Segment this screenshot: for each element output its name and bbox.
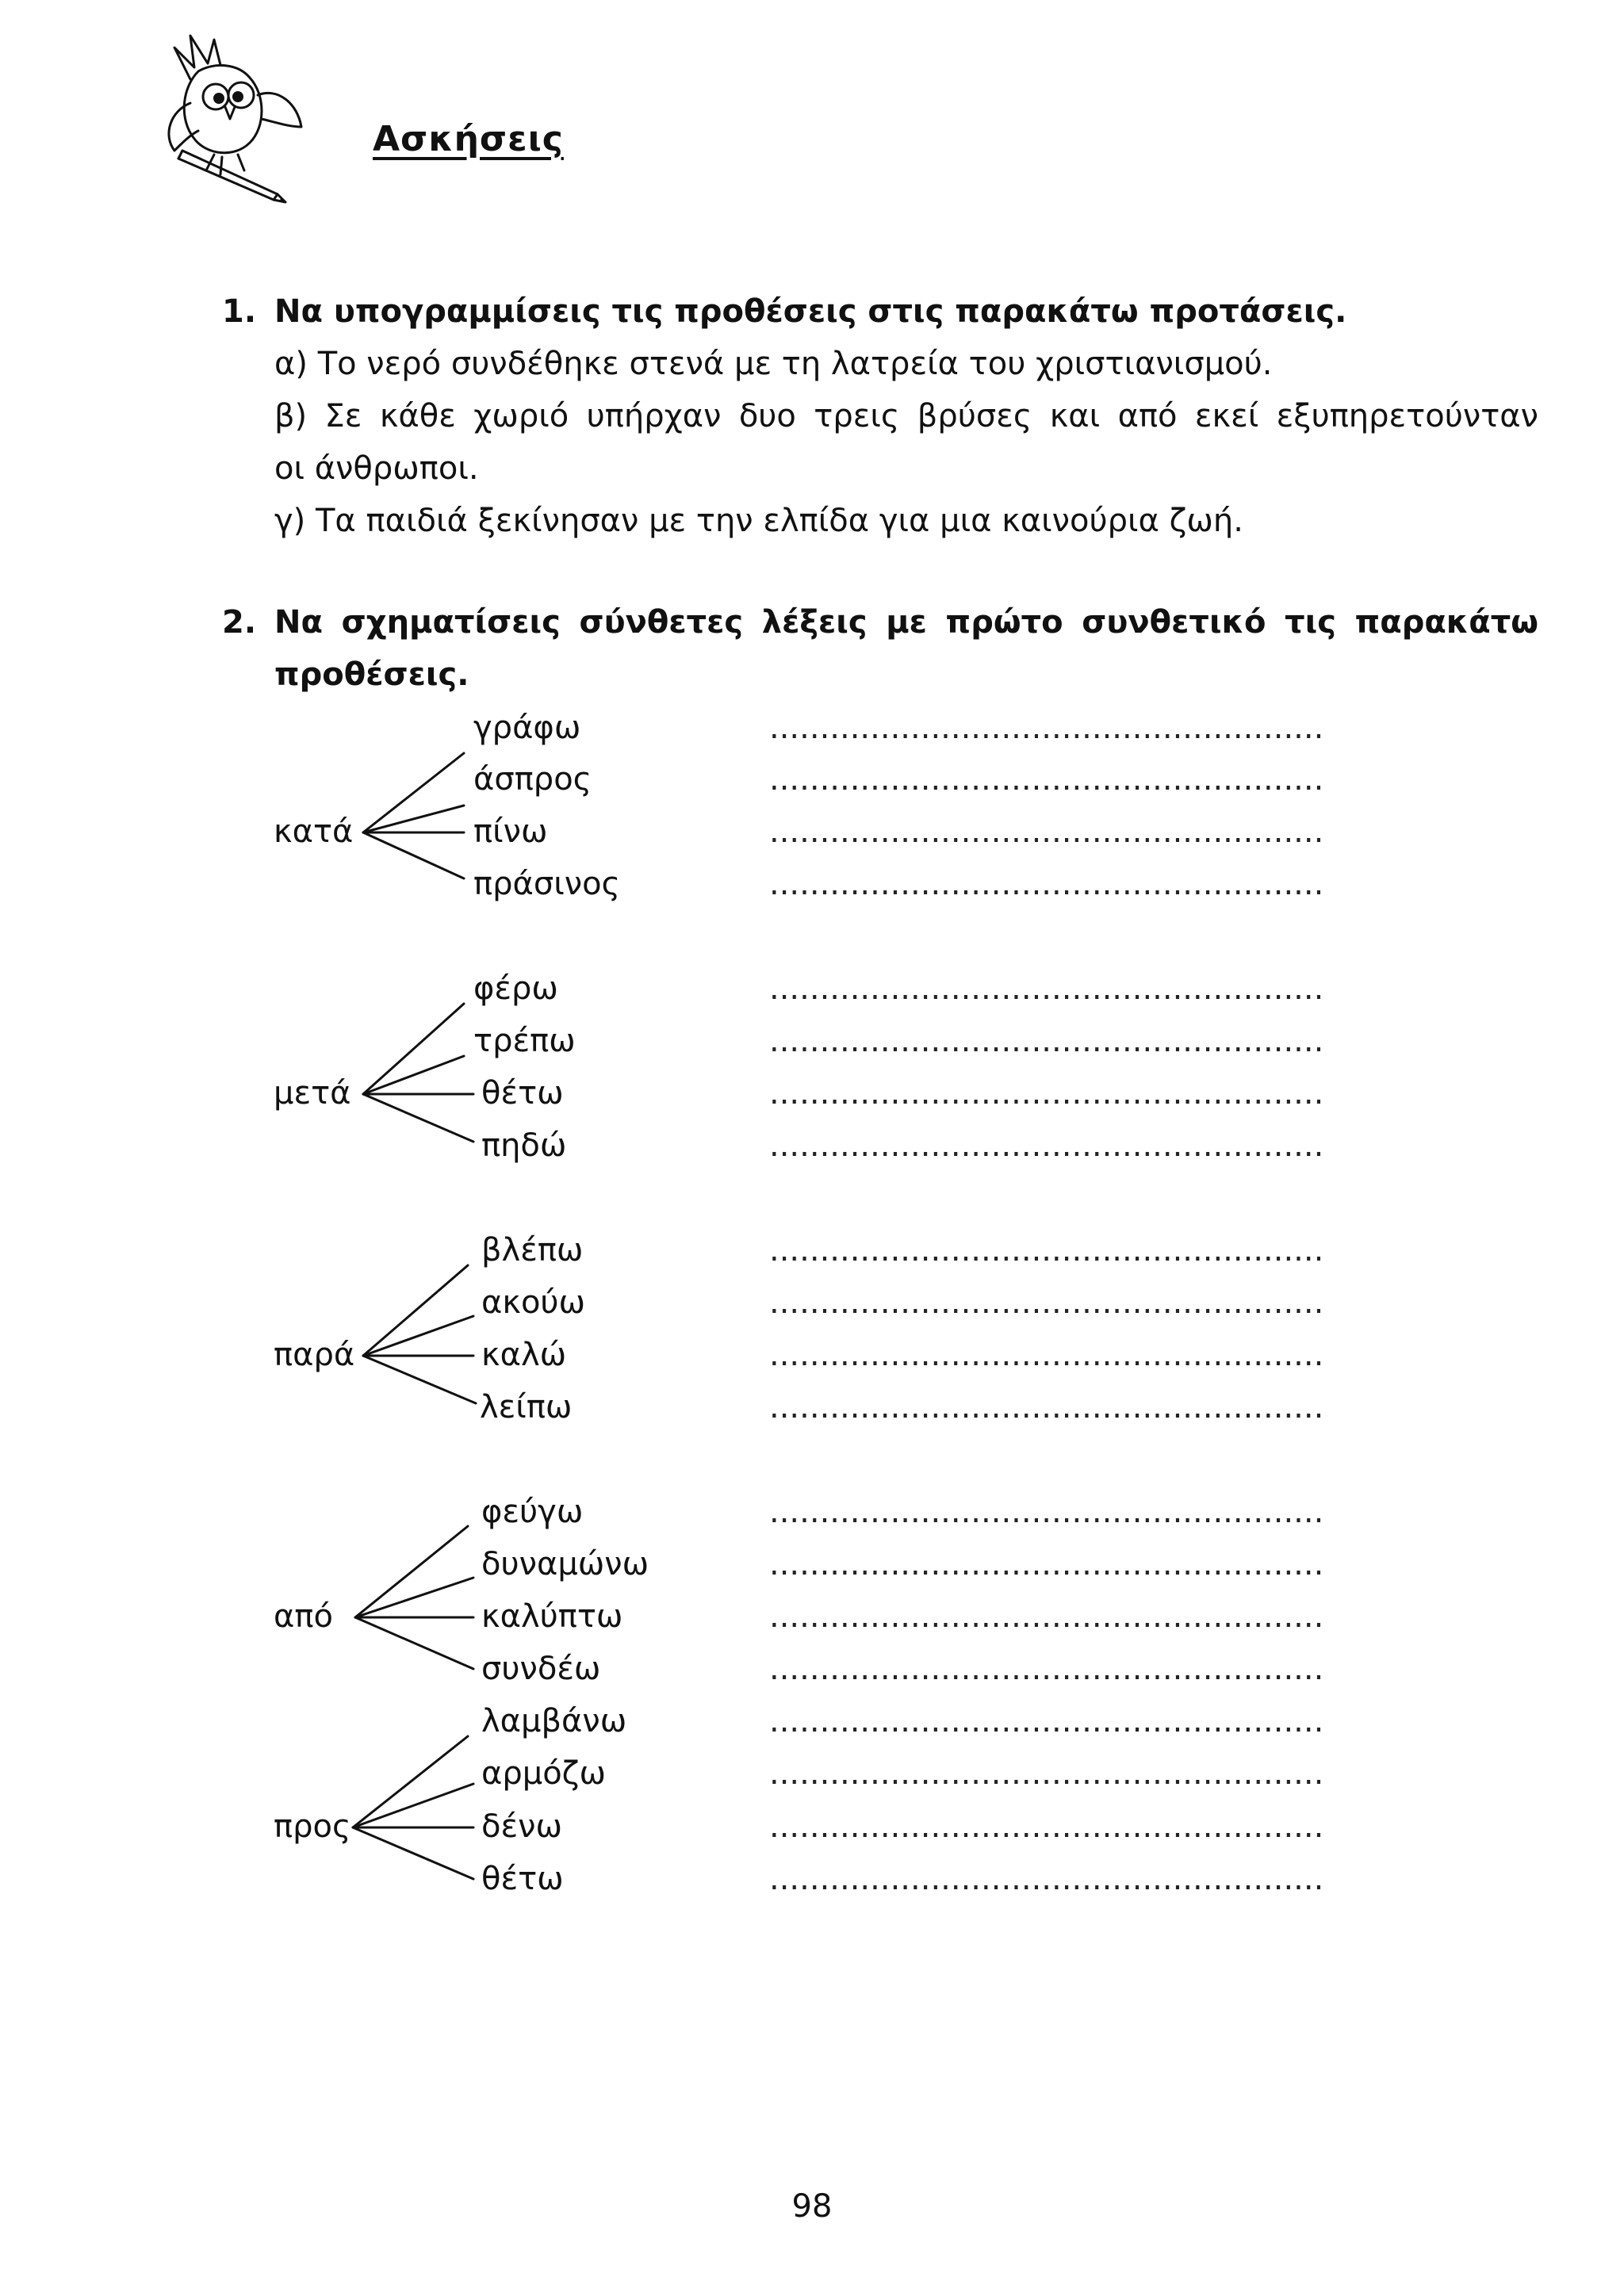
branch-line [355,1526,468,1617]
branch-line [355,1578,473,1617]
answer-blank[interactable]: ....................................................... [769,761,1324,798]
answer-blank[interactable]: ....................................................... [769,813,1324,850]
exercise-2-number: 2. [222,604,257,641]
word: τρέπω [473,1023,576,1059]
exercise-1-number: 1. [222,293,257,330]
word: λαμβάνω [481,1703,627,1739]
word: καλώ [481,1337,567,1373]
answer-blank[interactable]: ....................................................... [769,970,1324,1007]
answer-blank[interactable]: ....................................................... [769,1337,1324,1373]
answer-blank[interactable]: ....................................................... [769,1494,1324,1530]
sentence-c: γ) Τα παιδιά ξεκίνησαν με την ελπίδα για μια καινούρια ζωή. [274,503,1243,539]
word: θέτω [481,1861,564,1897]
answer-blank[interactable]: ....................................................... [769,1703,1324,1739]
answer-blank[interactable]: ....................................................... [769,866,1324,902]
preposition-pros: προς [274,1808,351,1845]
branch-line [363,1094,473,1142]
preposition-para: παρά [274,1337,355,1373]
word: θέτω [481,1075,564,1112]
branch-line [353,1736,468,1827]
branch-line [363,1056,464,1094]
word: αρμόζω [481,1755,606,1792]
word: ακούω [481,1284,586,1321]
branch-line [363,1265,468,1356]
word: άσπρος [473,761,592,798]
word: πίνω [473,813,548,850]
branch-line [355,1617,473,1669]
branch-line [353,1784,473,1827]
page-number: 98 [791,2188,833,2225]
page-title: Ασκήσεις [373,119,564,159]
answer-blank[interactable]: ....................................................... [769,1755,1324,1792]
answer-blank[interactable]: ....................................................... [769,1232,1324,1269]
answer-blank[interactable]: ....................................................... [769,1075,1324,1112]
answer-blank[interactable]: ....................................................... [769,1389,1324,1425]
word: πράσινος [473,866,621,902]
answer-blank[interactable]: ....................................................... [769,1127,1324,1164]
word: δένω [481,1808,562,1845]
preposition-kata: κατά [274,813,354,850]
answer-blank[interactable]: ....................................................... [769,710,1324,746]
word: λείπω [480,1389,573,1425]
answer-blank[interactable]: ....................................................... [769,1598,1324,1635]
word: συνδέω [481,1651,601,1687]
sentence-b: β) Σε κάθε χωριό υπήρχαν δυο τρεις βρύσες και από εκεί εξυπηρετούνταν [274,398,1538,434]
exercise-2-instruction-line2: προθέσεις. [274,656,469,693]
branch-line [363,753,464,832]
branch-line [363,1356,476,1403]
answer-blank[interactable]: ....................................................... [769,1651,1324,1687]
answer-blank[interactable]: ....................................................... [769,1023,1324,1059]
preposition-meta: μετά [274,1075,351,1112]
preposition-apo: από [274,1598,333,1635]
word: δυναμώνω [481,1546,649,1582]
word: πηδώ [481,1127,567,1164]
exercise-2-instruction-line1: Να σχηματίσεις σύνθετες λέξεις με πρώτο συνθετικό τις παρακάτω [274,604,1538,641]
branch-line [363,1316,473,1356]
branch-line [363,1004,464,1094]
sentence-b-continuation: οι άνθρωποι. [274,450,479,487]
branch-line [363,806,464,832]
sentence-a: α) Το νερό συνδέθηκε στενά με τη λατρεία του χριστιανισμού. [274,346,1273,382]
exercise-1-instruction: Να υπογραμμίσεις τις προθέσεις στις παρακάτω προτάσεις. [274,293,1347,330]
word: φεύγω [481,1494,584,1530]
word: φέρω [473,970,558,1007]
answer-blank[interactable]: ....................................................... [769,1861,1324,1897]
answer-blank[interactable]: ....................................................... [769,1284,1324,1321]
branch-line [353,1827,473,1879]
branch-line [363,832,464,878]
word: γράφω [473,710,581,746]
word: καλύπτω [481,1598,623,1635]
answer-blank[interactable]: ....................................................... [769,1546,1324,1582]
answer-blank[interactable]: ....................................................... [769,1808,1324,1845]
word: βλέπω [481,1232,584,1269]
